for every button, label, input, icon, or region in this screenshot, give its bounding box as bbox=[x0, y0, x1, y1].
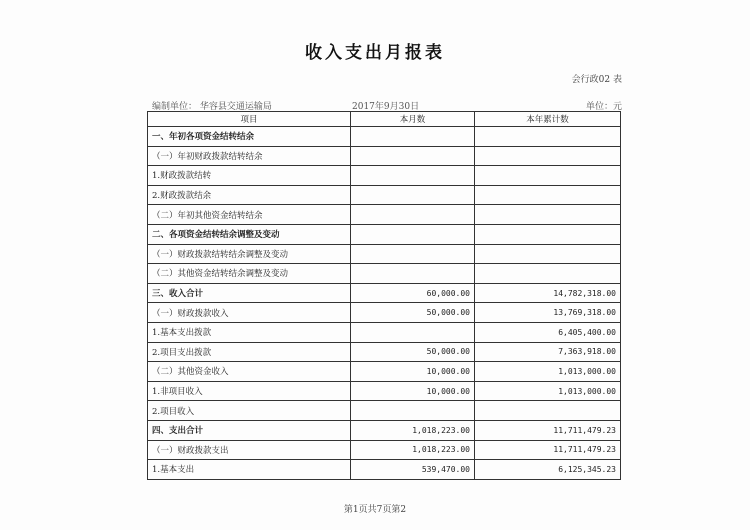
row-item-label: 2.项目收入 bbox=[148, 401, 351, 421]
row-ytd-value bbox=[475, 264, 621, 284]
row-month-value: 50,000.00 bbox=[351, 342, 475, 362]
row-ytd-value: 14,782,318.00 bbox=[475, 283, 621, 303]
table-row bbox=[148, 166, 621, 186]
row-ytd-value: 7,363,918.00 bbox=[475, 342, 621, 362]
row-ytd-value: 11,711,479.23 bbox=[475, 420, 621, 440]
row-item-label: （二）年初其他资金结转结余 bbox=[148, 205, 351, 225]
table-row bbox=[148, 401, 621, 421]
row-ytd-value: 1,013,000.00 bbox=[475, 381, 621, 401]
row-ytd-value bbox=[475, 205, 621, 225]
row-month-value bbox=[351, 127, 475, 147]
table-row bbox=[148, 440, 621, 460]
table-row bbox=[148, 460, 621, 480]
form-code: 会行政02 表 bbox=[571, 75, 622, 85]
row-ytd-value: 6,125,345.23 bbox=[475, 460, 621, 480]
row-month-value: 10,000.00 bbox=[351, 362, 475, 382]
table-header-row bbox=[148, 112, 621, 127]
row-item-label: 1.非项目收入 bbox=[148, 381, 351, 401]
table-row bbox=[148, 420, 621, 440]
table-row bbox=[148, 127, 621, 147]
compiling-unit: 编制单位： 华容县交通运输局 bbox=[152, 102, 272, 112]
table-row bbox=[148, 322, 621, 342]
row-item-label: 1.基本支出拨款 bbox=[148, 322, 351, 342]
row-month-value bbox=[351, 205, 475, 225]
row-item-label: 1.财政拨款结转 bbox=[148, 166, 351, 186]
table-row bbox=[148, 283, 621, 303]
row-month-value bbox=[351, 166, 475, 186]
row-ytd-value bbox=[475, 401, 621, 421]
row-item-label: 2.财政拨款结余 bbox=[148, 185, 351, 205]
column-header-item: 项目 bbox=[148, 112, 351, 127]
table-row bbox=[148, 362, 621, 382]
column-header-ytd: 本年累计数 bbox=[475, 112, 621, 127]
row-month-value: 1,018,223.00 bbox=[351, 420, 475, 440]
row-month-value bbox=[351, 185, 475, 205]
row-ytd-value bbox=[475, 244, 621, 264]
row-month-value bbox=[351, 244, 475, 264]
table-row bbox=[148, 264, 621, 284]
row-item-label: 1.基本支出 bbox=[148, 460, 351, 480]
table-row bbox=[148, 303, 621, 323]
row-item-label: （一）年初财政拨款结转结余 bbox=[148, 146, 351, 166]
row-item-label: （二）其他资金收入 bbox=[148, 362, 351, 382]
column-header-month: 本月数 bbox=[351, 112, 475, 127]
row-month-value bbox=[351, 264, 475, 284]
row-month-value: 60,000.00 bbox=[351, 283, 475, 303]
row-ytd-value: 11,711,479.23 bbox=[475, 440, 621, 460]
row-month-value: 539,470.00 bbox=[351, 460, 475, 480]
row-ytd-value bbox=[475, 146, 621, 166]
table-row bbox=[148, 381, 621, 401]
row-item-label: 2.项目支出拨款 bbox=[148, 342, 351, 362]
row-month-value bbox=[351, 322, 475, 342]
row-month-value: 50,000.00 bbox=[351, 303, 475, 323]
row-item-label: （二）其他资金结转结余调整及变动 bbox=[148, 264, 351, 284]
row-item-label: （一）财政拨款结转结余调整及变动 bbox=[148, 244, 351, 264]
table-row bbox=[148, 244, 621, 264]
page-footer: 第1页共7页第2 bbox=[343, 505, 407, 515]
table-row bbox=[148, 185, 621, 205]
row-month-value bbox=[351, 401, 475, 421]
row-ytd-value: 13,769,318.00 bbox=[475, 303, 621, 323]
table-row bbox=[148, 146, 621, 166]
row-month-value bbox=[351, 224, 475, 244]
row-item-label: 三、收入合计 bbox=[148, 283, 351, 303]
row-ytd-value bbox=[475, 224, 621, 244]
row-ytd-value: 6,405,400.00 bbox=[475, 322, 621, 342]
row-item-label: （一）财政拨款支出 bbox=[148, 440, 351, 460]
table-row bbox=[148, 342, 621, 362]
row-month-value bbox=[351, 146, 475, 166]
row-ytd-value: 1,013,000.00 bbox=[475, 362, 621, 382]
table-row bbox=[148, 205, 621, 225]
report-title: 收入支出月报表 bbox=[305, 43, 445, 63]
row-month-value: 1,018,223.00 bbox=[351, 440, 475, 460]
currency-unit: 单位：元 bbox=[586, 102, 623, 112]
row-ytd-value bbox=[475, 185, 621, 205]
row-item-label: 四、支出合计 bbox=[148, 420, 351, 440]
income-expense-table bbox=[147, 111, 621, 480]
row-item-label: 一、年初各项资金结转结余 bbox=[148, 127, 351, 147]
row-ytd-value bbox=[475, 166, 621, 186]
table-row bbox=[148, 224, 621, 244]
row-month-value: 10,000.00 bbox=[351, 381, 475, 401]
report-date: 2017年9月30日 bbox=[352, 102, 420, 112]
row-item-label: （一）财政拨款收入 bbox=[148, 303, 351, 323]
row-ytd-value bbox=[475, 127, 621, 147]
row-item-label: 二、各项资金结转结余调整及变动 bbox=[148, 224, 351, 244]
